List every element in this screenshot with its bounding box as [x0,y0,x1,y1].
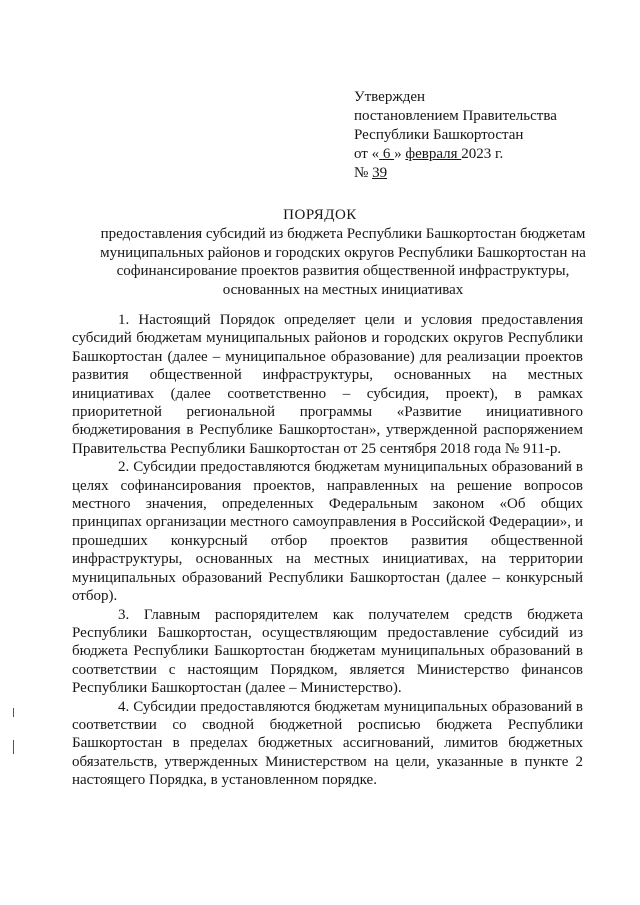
date-mid: » [394,146,406,162]
approval-date [354,145,557,164]
approval-stamp [354,88,557,183]
document-title: ПОРЯДОК [283,207,357,223]
approval-number-line [354,164,557,183]
approval-region: Республики Башкортостан [354,127,524,143]
document-body [72,311,583,790]
decree-number: 39 [372,165,388,181]
paragraph-3: 3. Главным распорядителем как получателем средств бюджета Республики Башкортостан, осуществляющим предоставление субсидий из бюджета Республики Башкортостан бюджетам муниципальных образований в соответствии с настоящим Порядком, является Министерство финансов Республики Башкортостан (далее – Министерство). [72,606,583,697]
approval-heading: Утвержден [354,89,426,105]
number-prefix: № [354,165,373,181]
date-year: 2023 г. [461,146,504,162]
date-prefix: от « [354,146,380,162]
paragraph-4: 4. Субсидии предоставляются бюджетам муниципальных образований в соответствии со сводной бюджетной росписью бюджета Республики Башкортостан в пределах бюджетных ассигнований, лимитов бюджетных обязательств, утвержденных Министерством на цели, указанные в пункте 2 настоящего Порядка, в установленном порядке. [72,698,583,789]
document-subtitle: предоставления субсидий из бюджета Республики Башкортостан бюджетам муниципальных районов и городских округов Республики Башкортостан на софинансирование проектов развития общественной инфраструктуры, основанных на местных инициативах [100,226,586,298]
margin-mark-bottom [13,740,14,754]
date-month: февраля [405,146,462,162]
paragraph-2: 2. Субсидии предоставляются бюджетам муниципальных образований в целях софинансирования проектов, направленных на решение вопросов местного значения, определенных Федеральным законом «Об общих принципах организации местного самоуправления в Российской Федерации», и прошедших конкурсный отбор проектов развития общественной инфраструктуры, основанных на местных инициативах, на территории муниципальных образований Республики Башкортостан (далее – конкурсный отбор). [72,459,583,605]
margin-mark-top [13,708,14,717]
paragraph-1: 1. Настоящий Порядок определяет цели и условия предоставления субсидий бюджетам муниципальных районов и городских округов Республики Башкортостан (далее – муниципальное образование) для реализации проектов развития общественной инфраструктуры, основанных на местных инициативах (далее соответственно – субсидия, проект), в рамках приоритетной региональной программы «Развитие инициативного бюджетирования в Республике Башкортостан», утвержденной распоряжением Правительства Республики Башкортостан от 25 сентября 2018 года № 911-р. [72,312,583,457]
approval-authority: постановлением Правительства [354,108,557,124]
date-day: 6 [379,146,395,162]
